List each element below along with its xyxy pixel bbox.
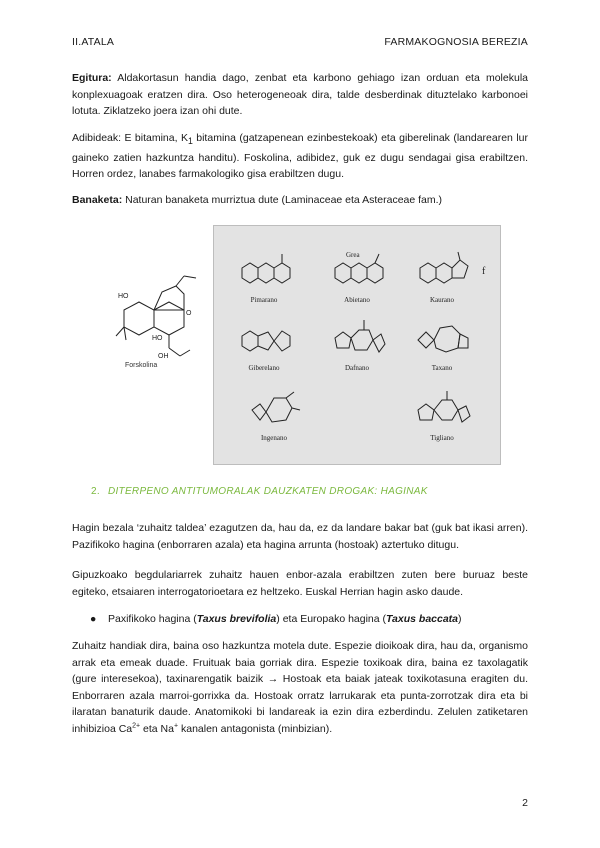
skeleton-taxano [402,316,482,386]
paragraph-egitura [72,70,528,120]
bullet-taxus-species [90,611,462,628]
banaketa-text: Naturan banaketa murriztua dute (Laminaceae eta Asteraceae fam.) [122,194,443,206]
species-brevifolia: Taxus brevifolia [196,613,277,625]
adibideak-text-1: Adibideak: E bitamina, K [72,132,188,144]
calcium-charge: 2+ [132,722,141,729]
abietano-label: Abietano [344,296,370,304]
banaketa-label: Banaketa: [72,194,123,206]
section-title-text: DITERPENO ANTITUMORALAK DAUZKATEN DROGAK: HAGINAK [107,486,428,497]
kaurano-structure [412,248,472,293]
zuhaitz-text-1: Zuhaitz handiak dira, baina oso hazkuntza motela dute. Espezie dioikoak dira, hau da, organismo arrak eta emeak duade. Fruituak baia gorriak dira. Espezie toxikoak dira, baina ez taxolagatik (gure interesekoa), taxinarengatik baizik → Hostoak eta baiak jateak toxikotasuna eragiten du. Enborraren azala marroi-gorrixka da. Hostoak orratz larrukarak eta punta-zorrotzak dira eta bi ilaratan banaturik daude. Anatomikoki bi landareak ia ezin dira ezberdindu. Zelulen zatiketaren inhibizioa Ca [72,640,528,735]
taxano-structure [412,316,472,361]
giberelano-structure [234,316,294,361]
tigliano-label: Tigliano [430,434,454,442]
sodium-charge: + [173,722,179,729]
species-baccata: Taxus baccata [386,613,459,625]
adibideak-text-2: bitamina (gatzapenean ezinbestekoak) eta giberelinak (landarearen lur gaineko zatien hazkuntza handitu). Foskolina, adibidez, guk ez dugu sendagai gisa erabiltzen. Horren ordez, lanabes farmakologiko gisa erabiltzen dugu. [72,132,528,181]
forskolina-oh2-label: OH [158,353,169,360]
pimarano-structure [234,248,294,293]
egitura-label: Egitura: [72,72,112,84]
taxano-label: Taxano [431,364,453,372]
forskolina-label: Forskolina [125,362,158,369]
skeleton-kaurano [402,248,482,318]
page-header [72,36,528,50]
ingenano-label: Ingenano [260,434,288,442]
skeleton-tigliano [402,386,482,456]
abietano-structure [327,248,387,293]
ingenano-structure [244,386,304,431]
zuhaitz-text-3: kanalen antagonista (minbizian). [178,722,333,735]
zuhaitz-text-2: eta Na [140,722,174,735]
forskolina-molecule-drawing [104,270,204,365]
paragraph-adibideak [72,130,528,183]
section-heading [91,486,428,497]
header-right: FARMAKOGNOSIA BEREZIA [384,36,528,48]
paragraph-zuhaitz [72,638,528,737]
dafnano-label: Dafnano [344,364,370,372]
skeleton-dafnano [317,316,397,386]
paragraph-banaketa [72,192,528,209]
skeleton-abietano [317,248,397,318]
dafnano-structure [327,316,387,361]
forskolina-oh-label: HO [152,335,163,342]
skeleton-ingenano [234,386,314,456]
egitura-text: Aldakortasun handia dago, zenbat eta karbono gehiago izan orduan eta molekula konplexuagoak eratzen dira. Oso heterogeneoak dira, talde desberdinak dituztelako karbonoei lotuta. Ziklatzeko joera izan ohi dute. [72,72,528,117]
section-number: 2. [91,486,100,497]
bullet-text-2: ) eta Europako hagina ( [276,613,387,625]
skeleton-pimarano [224,248,304,318]
giberelano-label: Giberelano [248,364,280,372]
diterpene-skeleton-figure [213,225,501,465]
paragraph-gipuzkoa: Gipuzkoako begdulariarrek zuhaitz hauen enbor-azala erabiltzen zuten bere buruaz beste egiteko, etsaiaren interrogatorioetara ez heltzeko. Euskal Herrian hagin asko daude. [72,569,528,598]
figure-extra-mark: f [482,266,486,277]
paragraph-hagin: Hagin bezala ‘zuhaitz taldea’ ezagutzen da, hau da, ez da landare bakar bat (guk bat ikasi arren). Pazifikoko hagina (enborraren azala) eta hagina arrunta (hostoak) aztertuko ditugu. [72,522,528,551]
page-number: 2 [522,797,528,809]
forskolina-ho-label: HO [118,293,129,300]
forskolina-o-label: O [186,310,192,317]
kaurano-label: Kaurano [429,296,455,304]
tigliano-structure [412,386,472,431]
bullet-text-1: Paxifikoko hagina ( [108,613,197,625]
bullet-text-3: ) [458,613,462,625]
bullet-marker: ● [90,613,97,625]
skeleton-giberelano [224,316,304,386]
figure-extra-label: Grea [346,251,360,259]
pimarano-label: Pimarano [250,296,278,304]
header-left: II.ATALA [72,36,115,48]
adibideak-sub: 1 [187,136,193,147]
